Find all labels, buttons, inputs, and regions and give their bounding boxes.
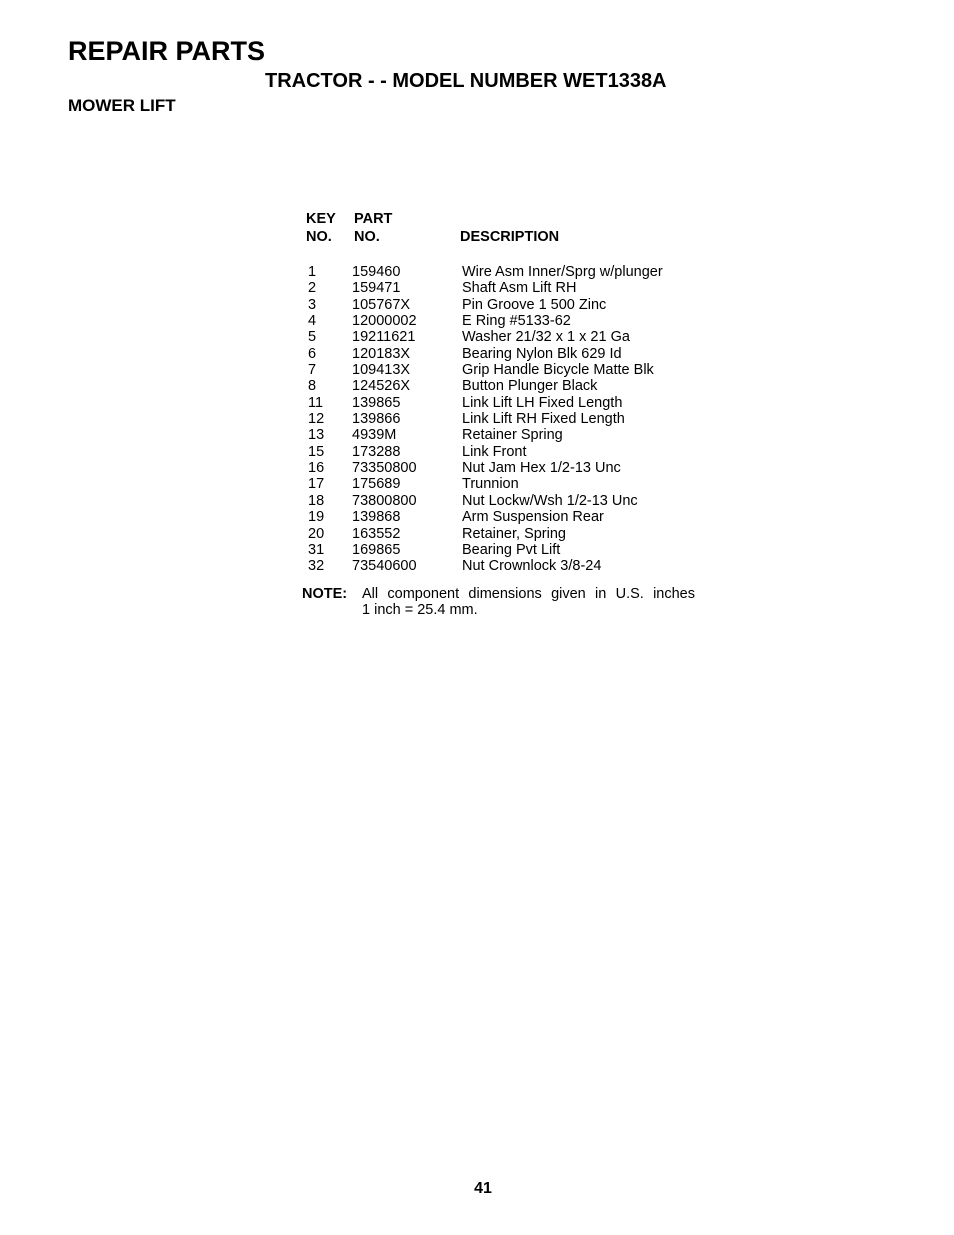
note-label: NOTE: <box>302 586 348 602</box>
part-no-cell: 139868 <box>352 509 401 526</box>
key-no-cell: 6 <box>308 345 317 362</box>
table-row <box>302 297 702 313</box>
key-no-cell: 20 <box>308 525 325 542</box>
part-no-cell: 163552 <box>352 525 401 542</box>
table-row <box>302 280 702 296</box>
key-no-cell: 19 <box>308 509 325 526</box>
key-no-cell: 2 <box>308 280 317 297</box>
part-no-cell: 159471 <box>352 280 401 297</box>
part-no-cell: 175689 <box>352 476 401 493</box>
note-line2: 1 inch = 25.4 mm. <box>362 601 478 618</box>
description-cell: Retainer, Spring <box>462 525 566 542</box>
table-row <box>302 313 702 329</box>
description-header: DESCRIPTION <box>460 229 560 245</box>
description-cell: Wire Asm Inner/Sprg w/plunger <box>462 264 663 280</box>
table-row <box>302 476 702 492</box>
key-no-cell: 8 <box>308 378 317 395</box>
description-cell: Arm Suspension Rear <box>462 509 604 526</box>
part-no-cell: 109413X <box>352 362 411 379</box>
part-header-line1: PART <box>354 211 393 227</box>
part-no-cell: 19211621 <box>352 329 416 346</box>
part-no-cell: 73800800 <box>352 492 417 509</box>
table-row <box>302 493 702 509</box>
part-no-cell: 105767X <box>352 296 411 313</box>
description-cell: Nut Crownlock 3/8-24 <box>462 558 602 575</box>
note-line1: All component dimensions given in U.S. inches <box>362 586 695 602</box>
description-cell: Button Plunger Black <box>462 378 598 395</box>
page-title: REPAIR PARTS <box>68 36 266 66</box>
table-row <box>302 411 702 427</box>
part-no-cell: 73350800 <box>352 460 417 477</box>
key-no-cell: 4 <box>308 313 317 330</box>
key-no-cell: 13 <box>308 427 325 444</box>
part-no-cell: 173288 <box>352 443 401 460</box>
key-no-cell: 3 <box>308 296 317 313</box>
table-row <box>302 427 702 443</box>
description-cell: Nut Jam Hex 1/2-13 Unc <box>462 460 621 477</box>
description-cell: Bearing Nylon Blk 629 Id <box>462 345 622 362</box>
description-cell: Washer 21/32 x 1 x 21 Ga <box>462 329 630 346</box>
table-row <box>302 378 702 394</box>
table-row <box>302 395 702 411</box>
part-no-cell: 73540600 <box>352 558 417 575</box>
key-header-line2: NO. <box>306 229 332 245</box>
part-no-cell: 159460 <box>352 264 401 280</box>
key-no-header <box>306 210 336 246</box>
table-row <box>302 509 702 525</box>
part-no-cell: 120183X <box>352 345 411 362</box>
key-no-cell: 16 <box>308 460 325 477</box>
key-no-cell: 15 <box>308 443 325 460</box>
table-row <box>302 558 702 574</box>
table-row <box>302 542 702 558</box>
key-no-cell: 17 <box>308 476 325 493</box>
table-row <box>302 329 702 345</box>
section-title: MOWER LIFT <box>68 96 176 115</box>
table-row <box>302 526 702 542</box>
table-row <box>302 444 702 460</box>
part-no-cell: 4939M <box>352 427 397 444</box>
description-cell: Pin Groove 1 500 Zinc <box>462 296 607 313</box>
key-header-line1: KEY <box>306 211 336 227</box>
parts-rows <box>302 264 702 575</box>
description-cell: Link Lift LH Fixed Length <box>462 394 623 411</box>
description-cell: Link Lift RH Fixed Length <box>462 411 625 428</box>
description-cell: Retainer Spring <box>462 427 563 444</box>
part-no-cell: 124526X <box>352 378 411 395</box>
key-no-cell: 12 <box>308 411 325 428</box>
description-cell: Nut Lockw/Wsh 1/2-13 Unc <box>462 492 638 509</box>
part-no-cell: 139866 <box>352 411 401 428</box>
part-no-header <box>354 210 392 246</box>
key-no-cell: 11 <box>308 394 324 411</box>
table-row <box>302 346 702 362</box>
key-no-cell: 32 <box>308 558 325 575</box>
key-no-cell: 5 <box>308 329 317 346</box>
key-no-cell: 1 <box>308 264 317 280</box>
description-cell: Link Front <box>462 443 527 460</box>
key-no-cell: 7 <box>308 362 317 379</box>
part-no-cell: 169865 <box>352 541 401 558</box>
description-cell: Trunnion <box>462 476 519 493</box>
table-row <box>302 460 702 476</box>
page-number: 41 <box>474 1180 492 1197</box>
part-header-line2: NO. <box>354 229 380 245</box>
description-cell: Bearing Pvt Lift <box>462 541 561 558</box>
part-no-cell: 12000002 <box>352 313 417 330</box>
description-cell: Shaft Asm Lift RH <box>462 280 577 297</box>
model-title: TRACTOR - - MODEL NUMBER WET1338A <box>265 70 667 92</box>
description-cell: E Ring #5133-62 <box>462 313 571 330</box>
table-row <box>302 264 702 280</box>
key-no-cell: 31 <box>308 541 325 558</box>
part-no-cell: 139865 <box>352 394 401 411</box>
table-row <box>302 362 702 378</box>
description-cell: Grip Handle Bicycle Matte Blk <box>462 362 654 379</box>
key-no-cell: 18 <box>308 492 325 509</box>
